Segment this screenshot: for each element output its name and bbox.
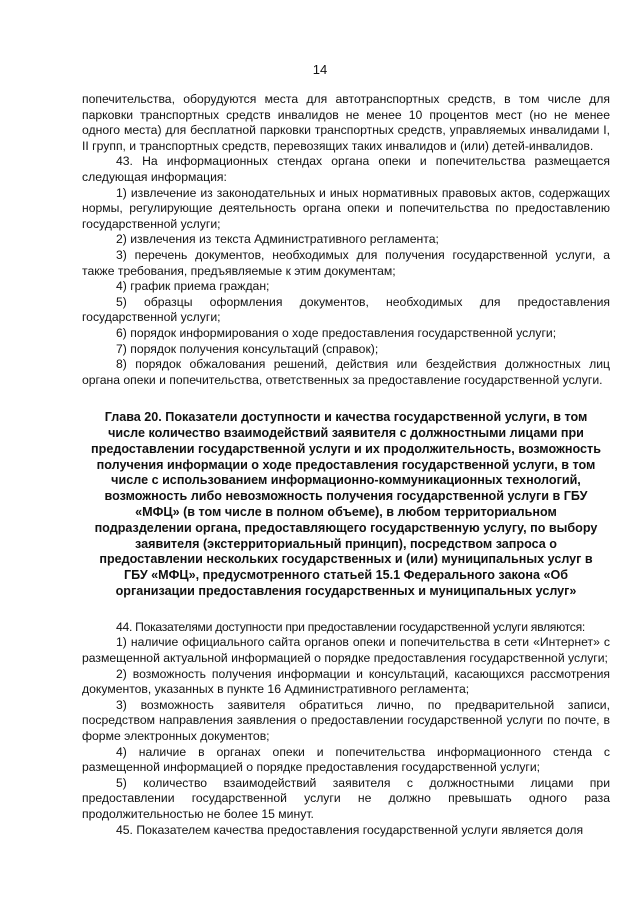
- list-item-43-7: 7) порядок получения консультаций (справок);: [116, 341, 379, 356]
- list-item-44-4: 4) наличие в органах опеки и попечительства информационного стенда с размещенной информацией о порядке предоставления государственной услуги;: [82, 744, 610, 775]
- list-item-43-2: 2) извлечения из текста Административного регламента;: [116, 232, 439, 247]
- paragraph-44: 44. Показателями доступности при предоставлении государственной услуги являются:: [116, 619, 585, 634]
- page-number: 14: [312, 62, 328, 77]
- list-item-43-6: 6) порядок информирования о ходе предоставления государственной услуги;: [116, 325, 557, 340]
- list-item-44-5: 5) количество взаимодействий заявителя с должностными лицами при предоставлении государственной услуги не должно превышать одного раза продолжительностью не более 15 минут.: [82, 775, 610, 821]
- paragraph-45: 45. Показателем качества предоставления государственной услуги является доля: [116, 822, 584, 837]
- list-item-43-8: 8) порядок обжалования решений, действия или бездействия должностных лиц органа опеки и попечительства, ответственных за предоставление государственной услуги.: [82, 357, 610, 387]
- list-item-43-1: 1) извлечение из законодательных и иных нормативных правовых актов, содержащих нормы, регулирующие деятельность органа опеки и попечительства по предоставлению государственной услуги;: [82, 185, 610, 231]
- document-body: [82, 92, 610, 838]
- list-item-43-3: 3) перечень документов, необходимых для получения государственной услуги, а также требования, предъявляемые к этим документам;: [82, 247, 610, 278]
- list-item-44-1: 1) наличие официального сайта органов опеки и попечительства в сети «Интернет» с размещенной актуальной информацией о порядке предоставления государственной услуги;: [82, 635, 610, 666]
- list-item-44-2: 2) возможность получения информации и консультаций, касающихся рассмотрения документов, указанных в пункте 16 Административного регламента;: [82, 666, 610, 697]
- list-item-43-4: 4) график приема граждан;: [116, 279, 270, 294]
- list-item-44-3: 3) возможность заявителя обратиться лично, по предварительной записи, посредством направления заявления о предоставлении государственной услуги по почте, в форме электронных документов;: [82, 697, 610, 743]
- list-item-43-5: 5) образцы оформления документов, необходимых для предоставления государственной услуги;: [82, 294, 610, 325]
- chapter-20-heading: Глава 20. Показатели доступности и качества государственной услуги, в том числе количество взаимодействий заявителя с должностными лицами при предоставлении государственной услуги и их продолжительность, возможность получения информации о ходе предоставления государственной услуги, в том числе с использованием информационно-коммуникационных технологий, возможность либо невозможность получения государственной услуги в ГБУ «МФЦ» (в том числе в полном объеме), в любом территориальном подразделении органа, предоставляющего государственную услугу, по выбору заявителя (экстерриториальный принцип), посредством запроса о предоставлении нескольких государственных и (или) муниципальных услуг в ГБУ «МФЦ», предусмотренного статьей 15.1 Федерального закона «Об организации предоставления государственных и муниципальных услуг»: [91, 410, 601, 599]
- paragraph-43: 43. На информационных стендах органа опеки и попечительства размещается следующая информация:: [82, 154, 610, 184]
- paragraph-parking-continuation: попечительства, оборудуются места для автотранспортных средств, в том числе для парковки транспортных средств инвалидов не менее 10 процентов мест (но не менее одного места) для бесплатной парковки транспортных средств, управляемых инвалидами I, II групп, и транспортных средств, перевозящих таких инвалидов и (или) детей-инвалидов.: [82, 92, 610, 153]
